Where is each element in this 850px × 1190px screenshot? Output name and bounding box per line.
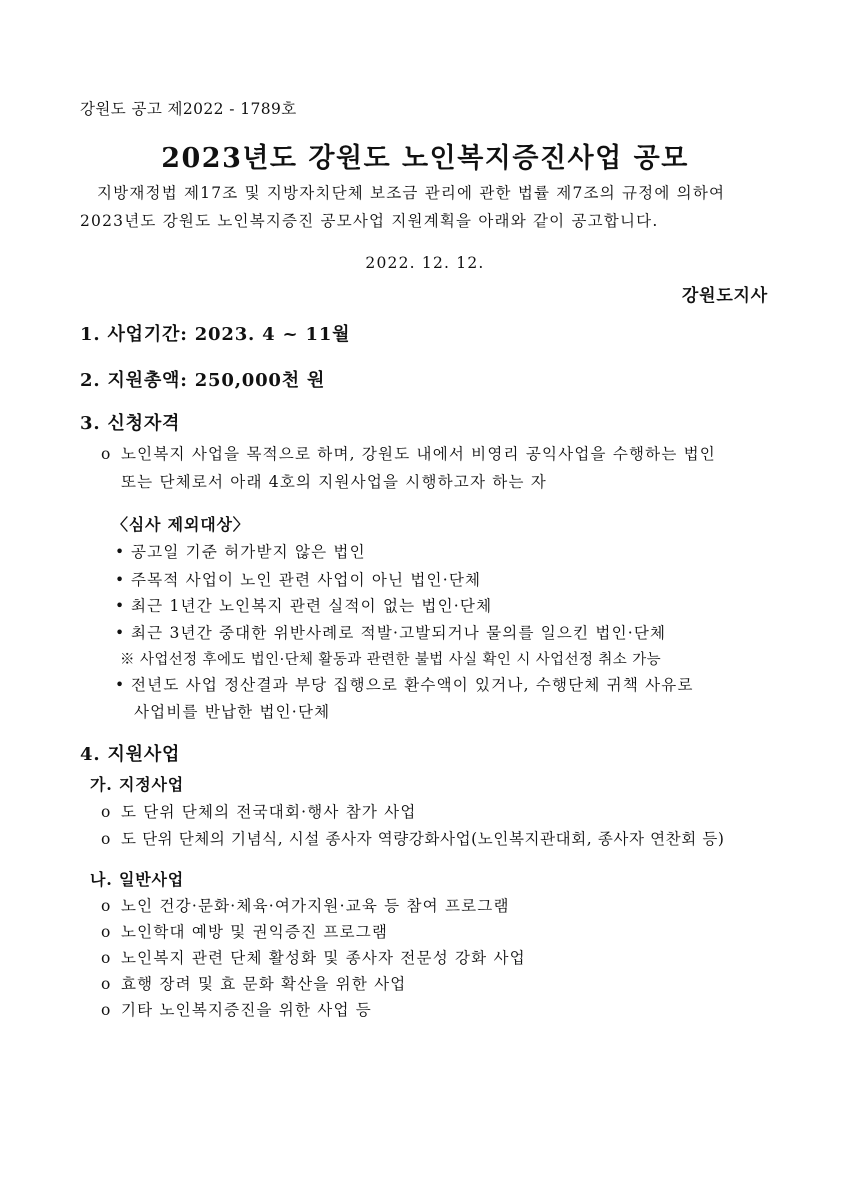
exclusion-item-continued: 사업비를 반납한 법인·단체 (134, 703, 331, 721)
intro-line-1: 지방재정법 제17조 및 지방자치단체 보조금 관리에 관한 법률 제7조의 규정에 의하여 (97, 184, 726, 202)
circle-marker-icon: o (101, 445, 112, 463)
eligibility-item (101, 442, 716, 464)
eligibility-line-2: 또는 단체로서 아래 4호의 지원사업을 시행하고자 하는 자 (121, 473, 547, 491)
bullet-icon: • (115, 676, 126, 694)
intro-line-2: 2023년도 강원도 노인복지증진 공모사업 지원계획을 아래와 같이 공고합니다. (80, 212, 659, 230)
exclusion-heading: 〈심사 제외대상〉 (112, 515, 250, 534)
bullet-icon: • (115, 624, 126, 642)
designated-programs-heading: 가. 지정사업 (90, 775, 185, 794)
exclusion-item: • 최근 3년간 중대한 위반사례로 적발·고발되거나 물의를 일으킨 법인·단체 (115, 624, 667, 642)
section-programs-heading: 4. 지원사업 (80, 744, 181, 765)
list-item: o 노인 건강·문화·체육·여가지원·교육 등 참여 프로그램 (101, 897, 510, 915)
list-item: o 도 단위 단체의 기념식, 시설 종사자 역량강화사업(노인복지관대회, 종사자 연찬회 등) (101, 830, 725, 848)
circle-marker-icon: o (101, 803, 112, 821)
circle-marker-icon: o (101, 923, 112, 941)
list-item: o 노인복지 관련 단체 활성화 및 종사자 전문성 강화 사업 (101, 949, 526, 967)
issuer: 강원도지사 (681, 286, 768, 306)
circle-marker-icon: o (101, 975, 112, 993)
list-item: o 도 단위 단체의 전국대회·행사 참가 사업 (101, 803, 417, 821)
section-eligibility-heading: 3. 신청자격 (80, 413, 181, 434)
list-item: o 효행 장려 및 효 문화 확산을 위한 사업 (101, 975, 407, 993)
list-item: o 기타 노인복지증진을 위한 사업 등 (101, 1001, 372, 1019)
bullet-icon: • (115, 543, 126, 561)
page-title: 2023년도 강원도 노인복지증진사업 공모 (161, 143, 689, 174)
exclusion-item: • 최근 1년간 노인복지 관련 실적이 없는 법인·단체 (115, 597, 493, 615)
section-total-budget: 2. 지원총액: 250,000천 원 (80, 370, 326, 391)
bullet-icon: • (115, 597, 126, 615)
circle-marker-icon: o (101, 897, 112, 915)
exclusion-note: ※ 사업선정 후에도 법인·단체 활동과 관련한 불법 사실 확인 시 사업선정 취소 가능 (120, 652, 662, 668)
exclusion-item: • 전년도 사업 정산결과 부당 집행으로 환수액이 있거나, 수행단체 귀책 사유로 (115, 676, 694, 694)
bullet-icon: • (115, 571, 126, 589)
list-item: o 노인학대 예방 및 권익증진 프로그램 (101, 923, 389, 941)
circle-marker-icon: o (101, 830, 111, 848)
notice-date: 2022. 12. 12. (365, 254, 485, 272)
exclusion-item: • 주목적 사업이 노인 관련 사업이 아닌 법인·단체 (115, 571, 482, 589)
general-programs-heading: 나. 일반사업 (90, 870, 185, 889)
circle-marker-icon: o (101, 949, 112, 967)
section-period: 1. 사업기간: 2023. 4 ~ 11월 (80, 324, 351, 345)
eligibility-line-1: 노인복지 사업을 목적으로 하며, 강원도 내에서 비영리 공익사업을 수행하는 법인 (121, 445, 716, 463)
notice-number: 강원도 공고 제2022 - 1789호 (80, 100, 297, 118)
circle-marker-icon: o (101, 1001, 112, 1019)
exclusion-item: • 공고일 기준 허가받지 않은 법인 (115, 543, 366, 561)
